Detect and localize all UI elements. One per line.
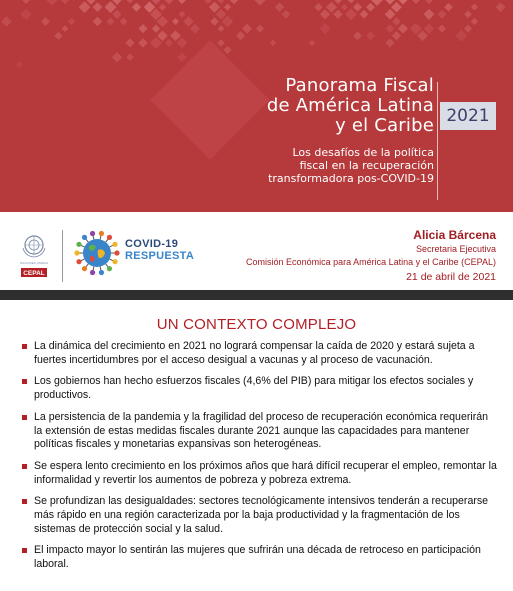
pattern-diamond — [183, 16, 194, 27]
pattern-diamond — [438, 25, 446, 33]
pattern-diamond — [360, 10, 369, 19]
report-subtitle-line-3: transformadora pos-COVID-19 — [268, 172, 434, 185]
logo-divider — [62, 230, 63, 282]
pattern-diamond — [341, 4, 348, 11]
pattern-diamond — [157, 30, 168, 41]
virus-spike-tip — [76, 259, 81, 264]
report-title-line-3: y el Caribe — [335, 115, 434, 136]
pattern-diamond — [410, 23, 422, 35]
bullet-marker — [22, 464, 27, 469]
report-title-line-1: Panorama Fiscal — [285, 75, 434, 96]
virus-spike-tip — [82, 266, 87, 271]
report-title — [267, 76, 434, 136]
pattern-diamond — [334, 0, 342, 4]
bullet-item — [22, 375, 497, 402]
bullet-text: La persistencia de la pandemia y la fragilidad del proceso de recuperación económica requerirán la extensión de estas medidas fiscales durante 2021 aunque las capacidades para mantener políticas fiscales y monetarias expansivas son heterogéneas. — [34, 410, 489, 451]
pattern-diamond — [471, 18, 478, 25]
virus-spike-tip — [76, 242, 81, 247]
virus-spike-tip — [112, 259, 117, 264]
virus-spike-tip — [107, 266, 112, 271]
bullet-marker — [22, 415, 27, 420]
bullet-list — [22, 340, 497, 580]
pattern-diamond — [320, 9, 330, 19]
pattern-diamond — [105, 1, 117, 13]
pattern-diamond — [398, 24, 408, 34]
pattern-diamond — [314, 3, 323, 12]
pattern-diamond — [392, 17, 401, 26]
pattern-diamond — [275, 3, 284, 12]
virus-spike-tip — [90, 270, 95, 275]
pattern-diamond — [165, 39, 173, 47]
title-divider — [437, 82, 438, 200]
pattern-diamond — [319, 23, 330, 34]
pattern-diamond — [177, 52, 187, 62]
virus-spike-tip — [90, 231, 95, 236]
pattern-diamond — [217, 0, 224, 4]
pattern-diamond — [68, 18, 75, 25]
virus-spike-tip — [82, 235, 87, 240]
pattern-diamond — [120, 18, 128, 26]
pattern-diamond — [371, 0, 383, 6]
virus-spike-tip — [99, 231, 104, 236]
presenter-role: Secretaria Ejecutiva — [415, 244, 496, 254]
pattern-diamond — [223, 46, 231, 54]
pattern-diamond — [93, 2, 103, 12]
bullet-item — [22, 411, 497, 452]
virus-spike-tip — [99, 270, 104, 275]
pattern-diamond — [1, 16, 12, 27]
pattern-diamond — [20, 9, 31, 20]
covid-title: COVID-19 — [125, 238, 179, 250]
bullet-item — [22, 495, 497, 536]
pattern-diamond — [172, 18, 179, 25]
pattern-diamond — [178, 11, 185, 18]
report-subtitle — [268, 146, 434, 185]
pattern-diamond — [471, 4, 478, 11]
pattern-diamond — [386, 24, 394, 32]
un-cepal-logo-icon — [19, 232, 49, 278]
bullet-text: Los gobiernos han hecho esfuerzos fiscales (4,6% del PIB) para mitigar los efectos sociales y productivos. — [34, 375, 474, 402]
pattern-diamond — [333, 10, 342, 19]
report-title-line-2: de América Latina — [266, 95, 434, 116]
pattern-diamond — [366, 31, 375, 40]
virus-spike-tip — [112, 242, 117, 247]
pattern-diamond — [398, 0, 407, 5]
pattern-diamond — [218, 25, 225, 32]
pattern-diamond — [282, 10, 291, 19]
pattern-diamond — [138, 38, 147, 47]
pattern-diamond — [309, 40, 316, 47]
pattern-diamond — [256, 24, 264, 32]
presenter-name: Alicia Bárcena — [413, 228, 496, 242]
pattern-diamond — [385, 0, 394, 5]
pattern-diamond — [138, 24, 147, 33]
virus-spike-tip — [114, 250, 119, 255]
pattern-diamond — [348, 0, 355, 3]
pattern-diamond — [177, 38, 188, 49]
pattern-large-diamond — [150, 40, 270, 160]
pattern-diamond — [385, 38, 394, 47]
pattern-diamond — [230, 0, 238, 4]
pattern-diamond — [46, 0, 57, 6]
virus-spike-tip — [107, 235, 112, 240]
pattern-diamond — [112, 0, 122, 5]
bullet-item — [22, 340, 497, 367]
pattern-diamond — [385, 9, 396, 20]
report-subtitle-line-1: Los desafíos de la política — [292, 146, 434, 159]
pattern-diamond — [270, 40, 277, 47]
pattern-diamond — [150, 37, 162, 49]
pattern-diamond — [423, 9, 434, 20]
pattern-diamond — [425, 0, 433, 4]
pattern-diamond — [326, 2, 337, 13]
covid-virus-globe-icon — [72, 228, 122, 278]
pattern-diamond — [126, 53, 133, 60]
bullet-text: La dinámica del crecimiento en 2021 no logrará compensar la caída de 2020 y estará sujeta a fuertes incertidumbres por el acceso desigual a vacunas y al proceso de vacunación. — [34, 340, 475, 366]
pattern-diamond — [222, 16, 234, 28]
pattern-diamond — [345, 8, 357, 20]
pattern-diamond — [125, 38, 134, 47]
virus-spike-tip — [74, 250, 79, 255]
pattern-diamond — [209, 2, 220, 13]
pattern-diamond — [391, 2, 402, 13]
pattern-diamond — [112, 10, 121, 19]
pattern-diamond — [424, 23, 434, 33]
bullet-text: El impacto mayor lo sentirán las mujeres que sufrirán una década de retroceso en participación laboral. — [34, 544, 481, 571]
bullet-item — [22, 544, 497, 571]
pattern-diamond — [127, 0, 134, 3]
pattern-diamond — [54, 32, 62, 40]
bullet-marker — [22, 499, 27, 504]
pattern-diamond — [236, 31, 245, 40]
pattern-diamond — [210, 17, 219, 26]
pattern-diamond — [61, 0, 69, 4]
pattern-diamond — [170, 30, 181, 41]
pattern-diamond — [456, 30, 468, 42]
pattern-diamond — [112, 52, 122, 62]
bullet-text: Se profundizan las desigualdades: sectores tecnológicamente intensivos tenderán a recuperarse más rápido en una región caracterizada por la baja productividad y la fragmentación de los sistemas de protección social y la salud. — [34, 495, 489, 535]
year-badge: 2021 — [440, 102, 496, 130]
pattern-diamond — [62, 25, 69, 32]
presentation-date: 21 de abril de 2021 — [406, 271, 496, 283]
pattern-diamond — [353, 3, 362, 12]
bullet-text: Se espera lento crecimiento en los próximos años que hará difícil recuperar el empleo, remontar la informalidad y revertir los aumentos de pobreza y pobreza extrema. — [34, 459, 497, 486]
pattern-diamond — [444, 3, 453, 12]
pattern-diamond — [152, 0, 161, 4]
pattern-diamond — [217, 39, 224, 46]
pattern-diamond — [438, 10, 447, 19]
pattern-diamond — [16, 61, 23, 68]
pattern-diamond — [107, 18, 115, 26]
cepal-wordmark: CEPAL — [23, 270, 45, 277]
pattern-diamond — [417, 30, 428, 41]
pattern-diamond — [412, 0, 420, 4]
presenter-info — [246, 228, 496, 285]
report-cover-banner — [0, 0, 513, 212]
presenter-band — [0, 212, 513, 290]
pattern-diamond — [165, 0, 174, 4]
pattern-diamond — [93, 17, 102, 26]
pattern-diamond — [132, 3, 141, 12]
pattern-diamond — [496, 2, 506, 12]
bullet-marker — [22, 379, 27, 384]
pattern-diamond — [242, 24, 252, 34]
pattern-diamond — [86, 0, 95, 5]
pattern-diamond — [254, 0, 265, 6]
section-title: UN CONTEXTO COMPLEJO — [156, 316, 357, 333]
pattern-diamond — [190, 24, 200, 34]
pattern-diamond — [159, 3, 166, 10]
pattern-diamond — [178, 0, 186, 4]
pattern-diamond — [353, 31, 362, 40]
pattern-diamond — [41, 17, 50, 26]
pattern-diamond — [152, 24, 160, 32]
pattern-diamond — [464, 11, 471, 18]
report-subtitle-line-2: fiscal en la recuperación — [299, 159, 434, 172]
pattern-diamond — [464, 25, 472, 33]
pattern-diamond — [216, 9, 227, 20]
bullet-item — [22, 460, 497, 487]
pattern-diamond — [392, 31, 401, 40]
pattern-diamond — [22, 0, 30, 4]
pattern-diamond — [366, 3, 375, 12]
pattern-diamond — [224, 4, 231, 11]
pattern-diamond — [204, 0, 212, 4]
bullet-marker — [22, 344, 27, 349]
pattern-diamond — [79, 1, 91, 13]
bullet-marker — [22, 548, 27, 553]
covid-subtitle: RESPUESTA — [125, 250, 195, 262]
presenter-org: Comisión Económica para América Latina y el Caribe (CEPAL) — [246, 257, 496, 267]
section-divider-bar — [0, 290, 513, 300]
un-caption: NACIONES UNIDAS — [20, 261, 48, 265]
